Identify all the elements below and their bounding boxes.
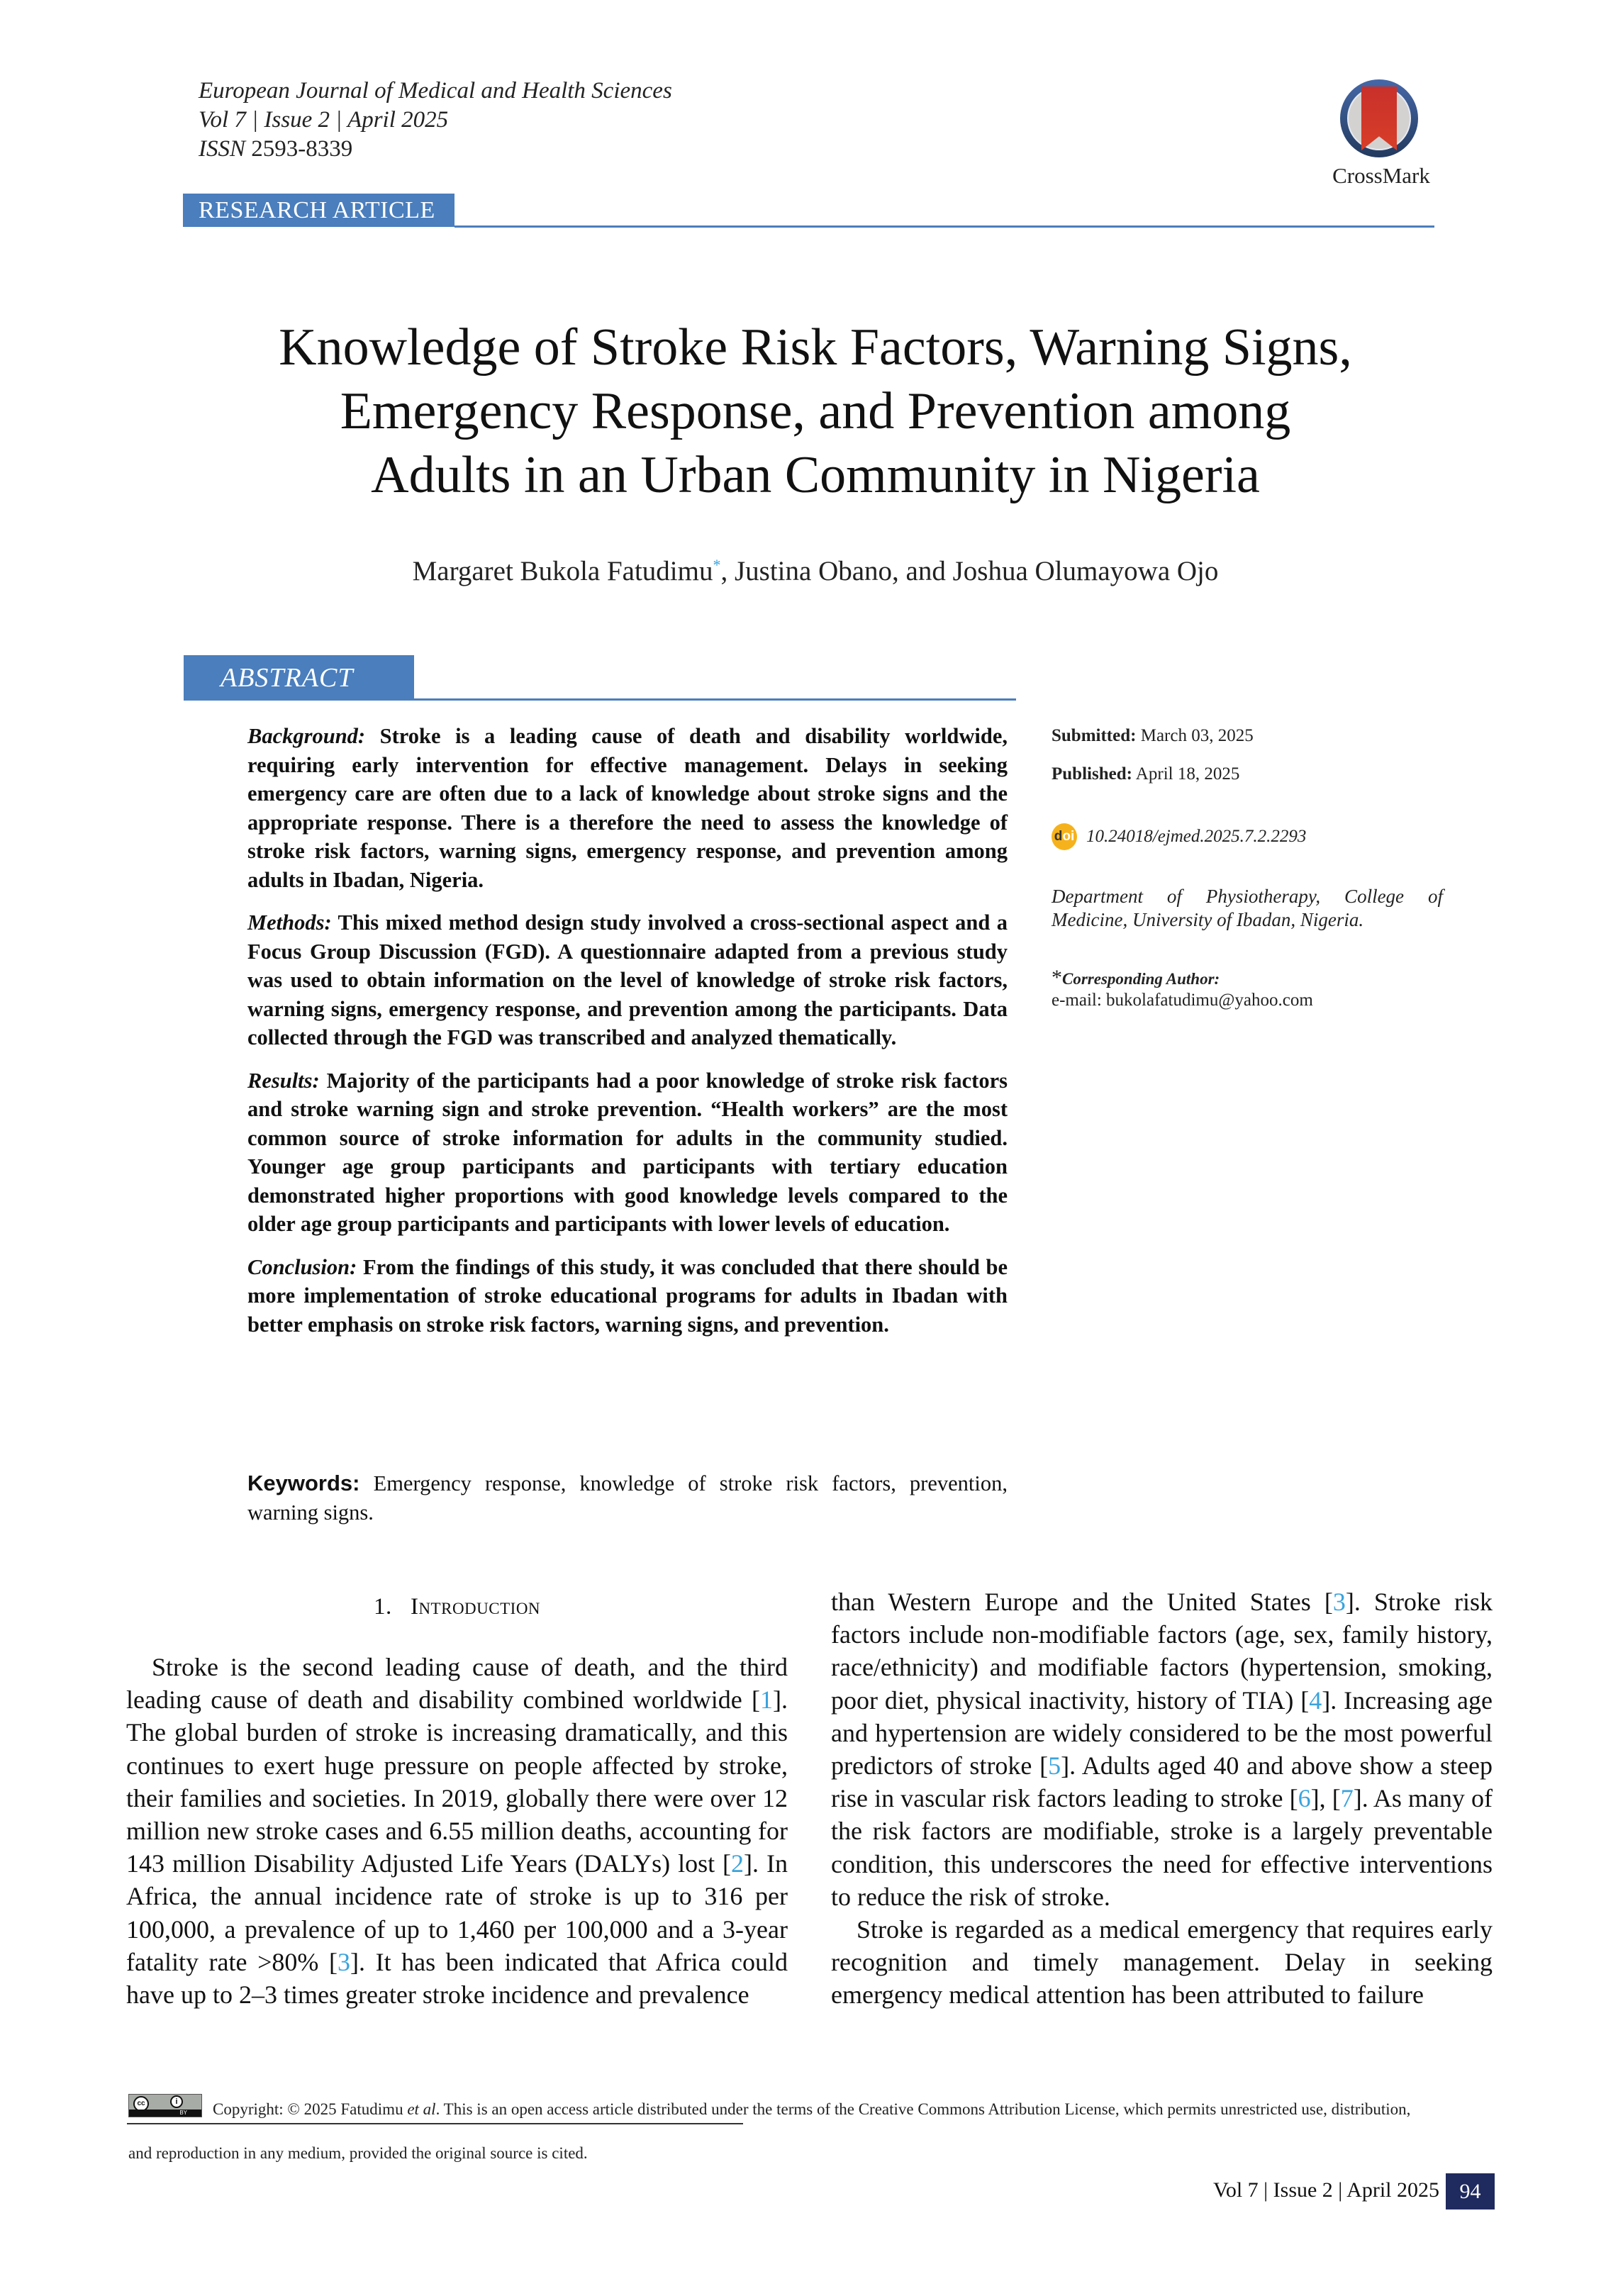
crossmark-label: CrossMark — [1332, 163, 1430, 188]
body-column-left — [126, 1651, 788, 2011]
title-line: Emergency Response, and Prevention among — [340, 382, 1291, 440]
crossmark-badge[interactable] — [1324, 79, 1431, 193]
issn — [199, 135, 672, 164]
section-label: Conclusion: — [247, 1254, 357, 1279]
citation-link[interactable]: 1 — [760, 1685, 773, 1715]
affiliation: Department of Physiotherapy, College of Medicine, University of Ibadan, Nigeria. — [1052, 886, 1443, 930]
corresponding-author — [1052, 967, 1443, 1011]
published-value: April 18, 2025 — [1132, 764, 1240, 784]
corresponding-marker[interactable]: * — [713, 556, 721, 574]
doi-link[interactable] — [1052, 823, 1443, 850]
paragraph: Stroke is regarded as a medical emergency that requires early recognition and timely management. Delay in seeking emergency medical attention has been attributed to failure — [831, 1915, 1493, 2010]
citation-link[interactable]: 2 — [731, 1849, 744, 1878]
abstract-divider — [414, 698, 1016, 701]
section-text: Majority of the participants had a poor knowledge of stroke risk factors and stroke warning sign and stroke prevention. “Health workers” are the most common source of stroke information for adults in the community studied. Younger age group participants and participants with tertiary education demonstrated higher proportions with good knowledge levels compared to the older age group participants and participants with lower levels of education. — [247, 1068, 1008, 1236]
abstract-results — [247, 1066, 1008, 1239]
section-heading-introduction — [126, 1594, 788, 1620]
cc-icon: cc — [133, 2096, 149, 2112]
issn-label: ISSN — [199, 136, 245, 162]
title-line: Adults in an Urban Community in Nigeria — [371, 446, 1260, 504]
section-text: This mixed method design study involved a cross-sectional aspect and a Focus Group Discussion (FGD). A questionnaire adapted from a previous study was used to obtain information on the level of knowledge of stroke risk factors, warning signs, emergency response, and prevention among the participants. Data collected through the FGD was transcribed and analyzed thematically. — [247, 910, 1008, 1049]
citation-link[interactable]: 6 — [1298, 1784, 1311, 1813]
abstract-heading: ABSTRACT — [184, 655, 414, 701]
author-first: Margaret Bukola Fatudimu — [412, 556, 713, 586]
journal-name: European Journal of Medical and Health Sciences — [199, 78, 672, 104]
crossmark-icon — [1340, 79, 1418, 157]
paragraph: than Western Europe and the United States [3]. Stroke risk factors include non-modifiable factors (age, sex, family history, race/ethnicity) and modifiable factors (hypertension, smoking, poor diet, physical inactivity, history of TIA) [4]. Increasing age and hypertension are widely considered to be the most powerful predictors of stroke [5]. Adults aged 40 and above show a steep rise in vascular risk factors leading to stroke [6], [7]. As many of the risk factors are modifiable, stroke is a largely preventable condition, this underscores the need for effective interventions to reduce the risk of stroke. — [831, 1588, 1493, 1911]
issn-number: 2593-8339 — [251, 136, 353, 162]
section-text: From the findings of this study, it was concluded that there should be more implementation of stroke educational programs for adults in Ibadan with better emphasis on stroke risk factors, warning signs, and prevention. — [247, 1254, 1008, 1337]
abstract-methods — [247, 908, 1008, 1052]
abstract-background — [247, 722, 1008, 894]
copyright-notice: Copyright: © 2025 Fatudimu et al. This is an open access article distributed under the terms of the Creative Commons Attribution License, which permits unrestricted use, distribution, — [213, 2100, 1411, 2118]
by-label: BY — [179, 2110, 187, 2116]
volume-issue: Vol 7 | Issue 2 | April 2025 — [199, 107, 449, 133]
author-rest: , Justina Obano, and Joshua Olumayowa Ojo — [720, 556, 1219, 586]
abstract-conclusion — [247, 1253, 1008, 1339]
citation-link[interactable]: 3 — [338, 1947, 350, 1976]
doi-icon: d oi — [1052, 823, 1077, 850]
section-label: Methods: — [247, 910, 332, 935]
published-label: Published: — [1052, 764, 1132, 784]
footnote-divider — [127, 2123, 743, 2124]
header-divider — [454, 225, 1434, 228]
attribution-person-icon: i — [170, 2095, 183, 2108]
section-title: Introduction — [410, 1594, 541, 1620]
abstract-body — [247, 722, 1008, 1353]
submitted-label: Submitted: — [1052, 726, 1137, 745]
title-line: Knowledge of Stroke Risk Factors, Warning Signs, — [279, 318, 1352, 377]
citation-link[interactable]: 5 — [1048, 1751, 1061, 1780]
journal-header — [199, 77, 672, 164]
cc-by-icon[interactable] — [128, 2094, 202, 2117]
article-title — [106, 316, 1524, 507]
doi-text[interactable]: 10.24018/ejmed.2025.7.2.2293 — [1086, 827, 1307, 846]
keywords — [247, 1469, 1008, 1527]
published-date — [1052, 764, 1443, 784]
copyright-notice-line2: and reproduction in any medium, provided the original source is cited. — [128, 2144, 588, 2162]
body-column-right — [831, 1586, 1493, 2012]
citation-link[interactable]: 4 — [1309, 1685, 1322, 1715]
article-type-badge: RESEARCH ARTICLE — [183, 194, 454, 227]
submitted-value: March 03, 2025 — [1136, 726, 1254, 745]
section-text: Stroke is a leading cause of death and disability worldwide, requiring early intervention for effective management. Delays in seeking emergency care are often due to a lack of knowledge about stroke signs and the appropriate response. There is a therefore the need to assess the knowledge of stroke risk factors, warning signs, emergency response, and prevention among adults in Ibadan, Nigeria. — [247, 724, 1008, 892]
section-label: Results: — [247, 1068, 320, 1093]
citation-link[interactable]: 3 — [1332, 1588, 1346, 1616]
section-number: 1. — [373, 1594, 392, 1620]
page-number: 94 — [1446, 2173, 1495, 2209]
author-list — [106, 555, 1524, 587]
keywords-text: Emergency response, knowledge of stroke risk factors, prevention, warning signs. — [247, 1471, 1008, 1525]
section-label: Background: — [247, 724, 366, 748]
citation-link[interactable]: 7 — [1340, 1784, 1354, 1813]
submitted-date — [1052, 726, 1443, 746]
paragraph: Stroke is the second leading cause of death, and the third leading cause of death and disability combined worldwide [1]. The global burden of stroke is increasing dramatically, and this continues to exert huge pressure on people affected by stroke, their families and societies. In 2019, globally there were over 12 million new stroke cases and 6.55 million deaths, accounting for 143 million Disability Adjusted Life Years (DALYs) lost [2]. In Africa, the annual incidence rate of stroke is up to 316 per 100,000, a prevalence of up to 1,460 per 100,000 and a 3-year fatality rate >80% [3]. It has been indicated that Africa could have up to 2–3 times greater stroke incidence and prevalence — [126, 1653, 788, 2010]
author-email[interactable]: e-mail: bukolafatudimu@yahoo.com — [1052, 991, 1313, 1010]
corresponding-label: Corresponding Author: — [1062, 970, 1220, 988]
asterisk-icon: * — [1052, 966, 1062, 989]
keywords-label: Keywords: — [247, 1471, 360, 1495]
issue-footer: Vol 7 | Issue 2 | April 2025 — [1213, 2178, 1439, 2202]
